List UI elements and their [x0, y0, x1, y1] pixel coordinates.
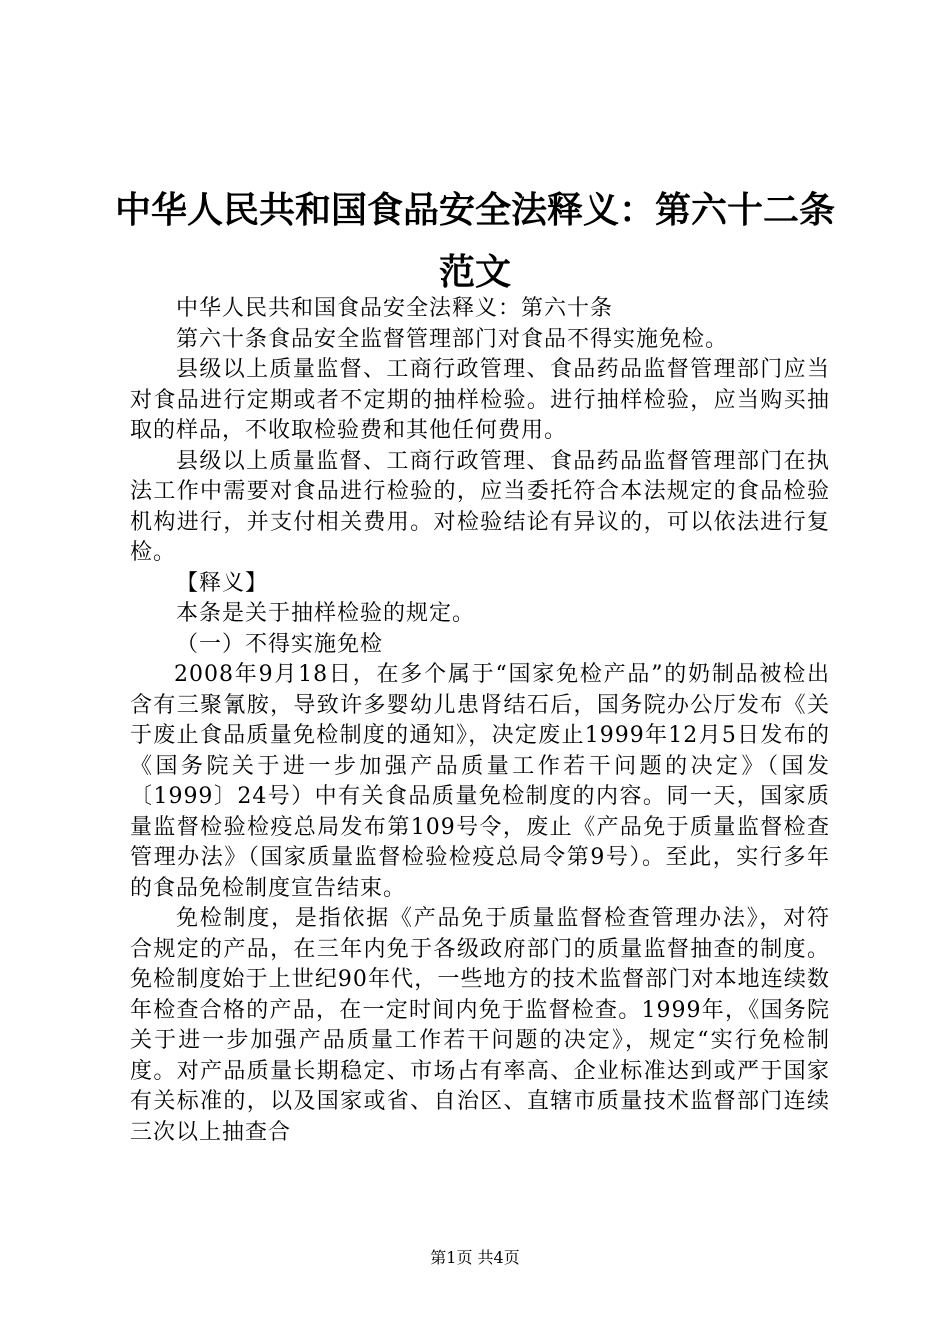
title-line-1: 中华人民共和国食品安全法释义：第六十二条 — [114, 190, 835, 231]
document-title — [110, 180, 840, 304]
section-heading-shiyi: 【释义】 — [176, 570, 269, 596]
paragraph: 县级以上质量监督、工商行政管理、食品药品监督管理部门应当对食品进行定期或者不定期的抽样检验。进行抽样检验，应当购买抽取的样品，不收取检验费和其他任何费用。 — [130, 357, 830, 443]
title-line-2: 范文 — [438, 252, 511, 293]
paragraph: 免检制度，是指依据《产品免于质量监督检查管理办法》，对符合规定的产品，在三年内免于各级政府部门的质量监督抽查的制度。免检制度始于上世纪90年代，一些地方的技术监督部门对本地连续数年检查合格的产品，在一定时间内免于监督检查。1999年，《国务院关于进一步加强产品质量工作若干问题的决定》，规定“实行免检制度。对产品质量长期稳定、市场占有率高、企业标准达到或严于国家有关标准的，以及国家或省、自治区、直辖市质量技术监督部门连续三次以上抽查合 — [130, 906, 830, 1145]
paragraph: 县级以上质量监督、工商行政管理、食品药品监督管理部门在执法工作中需要对食品进行检验的，应当委托符合本法规定的食品检验机构进行，并支付相关费用。对检验结论有异议的，可以依法进行复检。 — [130, 448, 830, 565]
page-footer: 第1页 共4页 — [430, 1248, 520, 1267]
subsection-heading: （一）不得实施免检 — [176, 631, 384, 657]
paragraph: 中华人民共和国食品安全法释义：第六十条 — [176, 296, 614, 321]
paragraph: 本条是关于抽样检验的规定。 — [176, 601, 476, 626]
paragraph: 2008年9月18日，在多个属于“国家免检产品”的奶制品被检出含有三聚氰胺，导致许多婴幼儿患肾结石后，国务院办公厅发布《关于废止食品质量免检制度的通知》，决定废止1999年12月5日发布的《国务院关于进一步加强产品质量工作若干问题的决定》（国发〔1999〕24号）中有关食品质量免检制度的内容。同一天，国家质量监督检验检疫总局发布第109号令，废止《产品免于质量监督检查管理办法》（国家质量监督检验检疫总局令第9号）。至此，实行多年的食品免检制度宣告结束。 — [130, 662, 830, 901]
paragraph: 第六十条食品安全监督管理部门对食品不得实施免检。 — [176, 326, 729, 352]
document-body — [130, 294, 830, 1148]
